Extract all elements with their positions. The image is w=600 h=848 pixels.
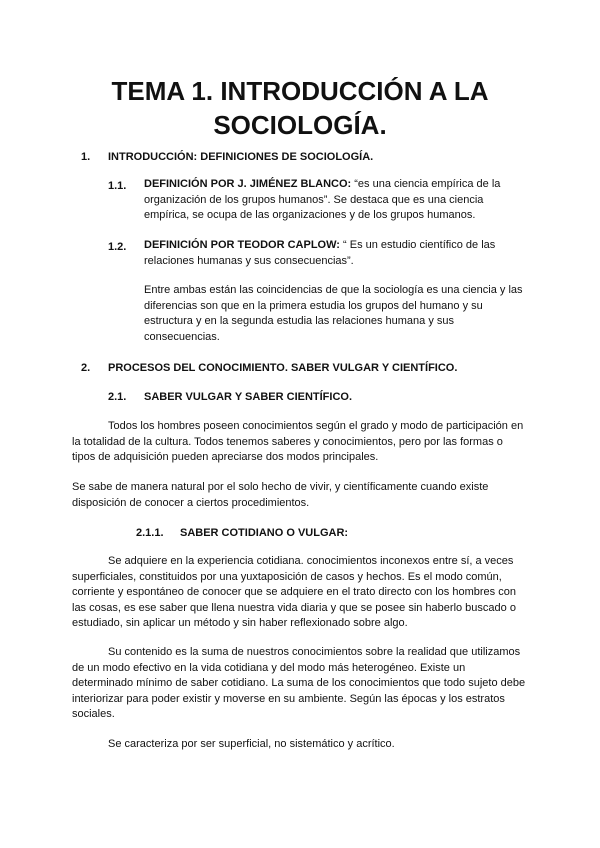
definition-label: DEFINICIÓN POR TEODOR CAPLOW:: [144, 239, 340, 251]
definition-label: DEFINICIÓN POR J. JIMÉNEZ BLANCO:: [144, 178, 352, 190]
page-title: TEMA 1. INTRODUCCIÓN A LA SOCIOLOGÍA.: [111, 76, 489, 140]
paragraph: Se caracteriza por ser superficial, no sistemático y acrítico.: [108, 738, 395, 750]
section-number: 2.: [81, 362, 91, 374]
subsection-number: 2.1.: [108, 391, 127, 403]
section-title: PROCESOS DEL CONOCIMIENTO. SABER VULGAR Y CIENTÍFICO.: [108, 362, 458, 374]
subsection-title: SABER COTIDIANO O VULGAR:: [180, 527, 349, 539]
subsection-number: 1.2.: [108, 241, 127, 253]
section-number: 1.: [81, 151, 91, 163]
comparison-paragraph: Entre ambas están las coincidencias de que la sociología es una ciencia y las diferencias son que en la primera estudia los grupos del humano y su estructura y en la segunda estudia las relaciones humana y sus consecuencias.: [144, 284, 523, 343]
definition-text: “ Es un estudio científico de las relaciones humanas y sus consecuencias”.: [144, 239, 496, 267]
subsection-number: 2.1.1.: [136, 527, 164, 539]
definition-jimenez-blanco: [144, 177, 530, 224]
subsection-number: 1.1.: [108, 180, 127, 192]
paragraph: Se adquiere en la experiencia cotidiana. conocimientos inconexos entre sí, a veces superficiales, constituidos por una yuxtaposición de casos y hechos. Es el modo común, corriente y espontáneo de conocer que se adquiere en el trato directo con los hombres con las cosas, es ese saber que llena nuestra vida diaria y que se posee sin haberlo buscado o estudiado, sin aplicar un método y sin haber reflexionado sobre algo.: [72, 555, 516, 629]
definition-text: “es una ciencia empírica de la organización de los grupos humanos”. Se destaca que es una ciencia empírica, se ocupa de las organizaciones y de los grupos humanos.: [144, 178, 501, 221]
section-title: INTRODUCCIÓN: DEFINICIONES DE SOCIOLOGÍA.: [108, 151, 374, 163]
definition-teodor-caplow: [144, 238, 530, 269]
subsection-title: SABER VULGAR Y SABER CIENTÍFICO.: [144, 391, 353, 403]
paragraph: Se sabe de manera natural por el solo hecho de vivir, y científicamente cuando existe disposición de conocer a ciertos procedimientos.: [72, 481, 489, 509]
paragraph: Su contenido es la suma de nuestros conocimientos sobre la realidad que utilizamos de un modo efectivo en la vida cotidiana y del modo más heterogéneo. Existe un determinado mínimo de saber cotidiano. La suma de los conocimientos que todo sujeto debe interiorizar para poder existir y moverse en su ambiente. Según las épocas y los estratos sociales.: [72, 646, 526, 720]
paragraph: Todos los hombres poseen conocimientos según el grado y modo de participación en la totalidad de la cultura. Todos tenemos saberes y conocimientos, pero por las formas o tipos de adquisición pueden apreciarse dos modos principales.: [72, 420, 524, 463]
